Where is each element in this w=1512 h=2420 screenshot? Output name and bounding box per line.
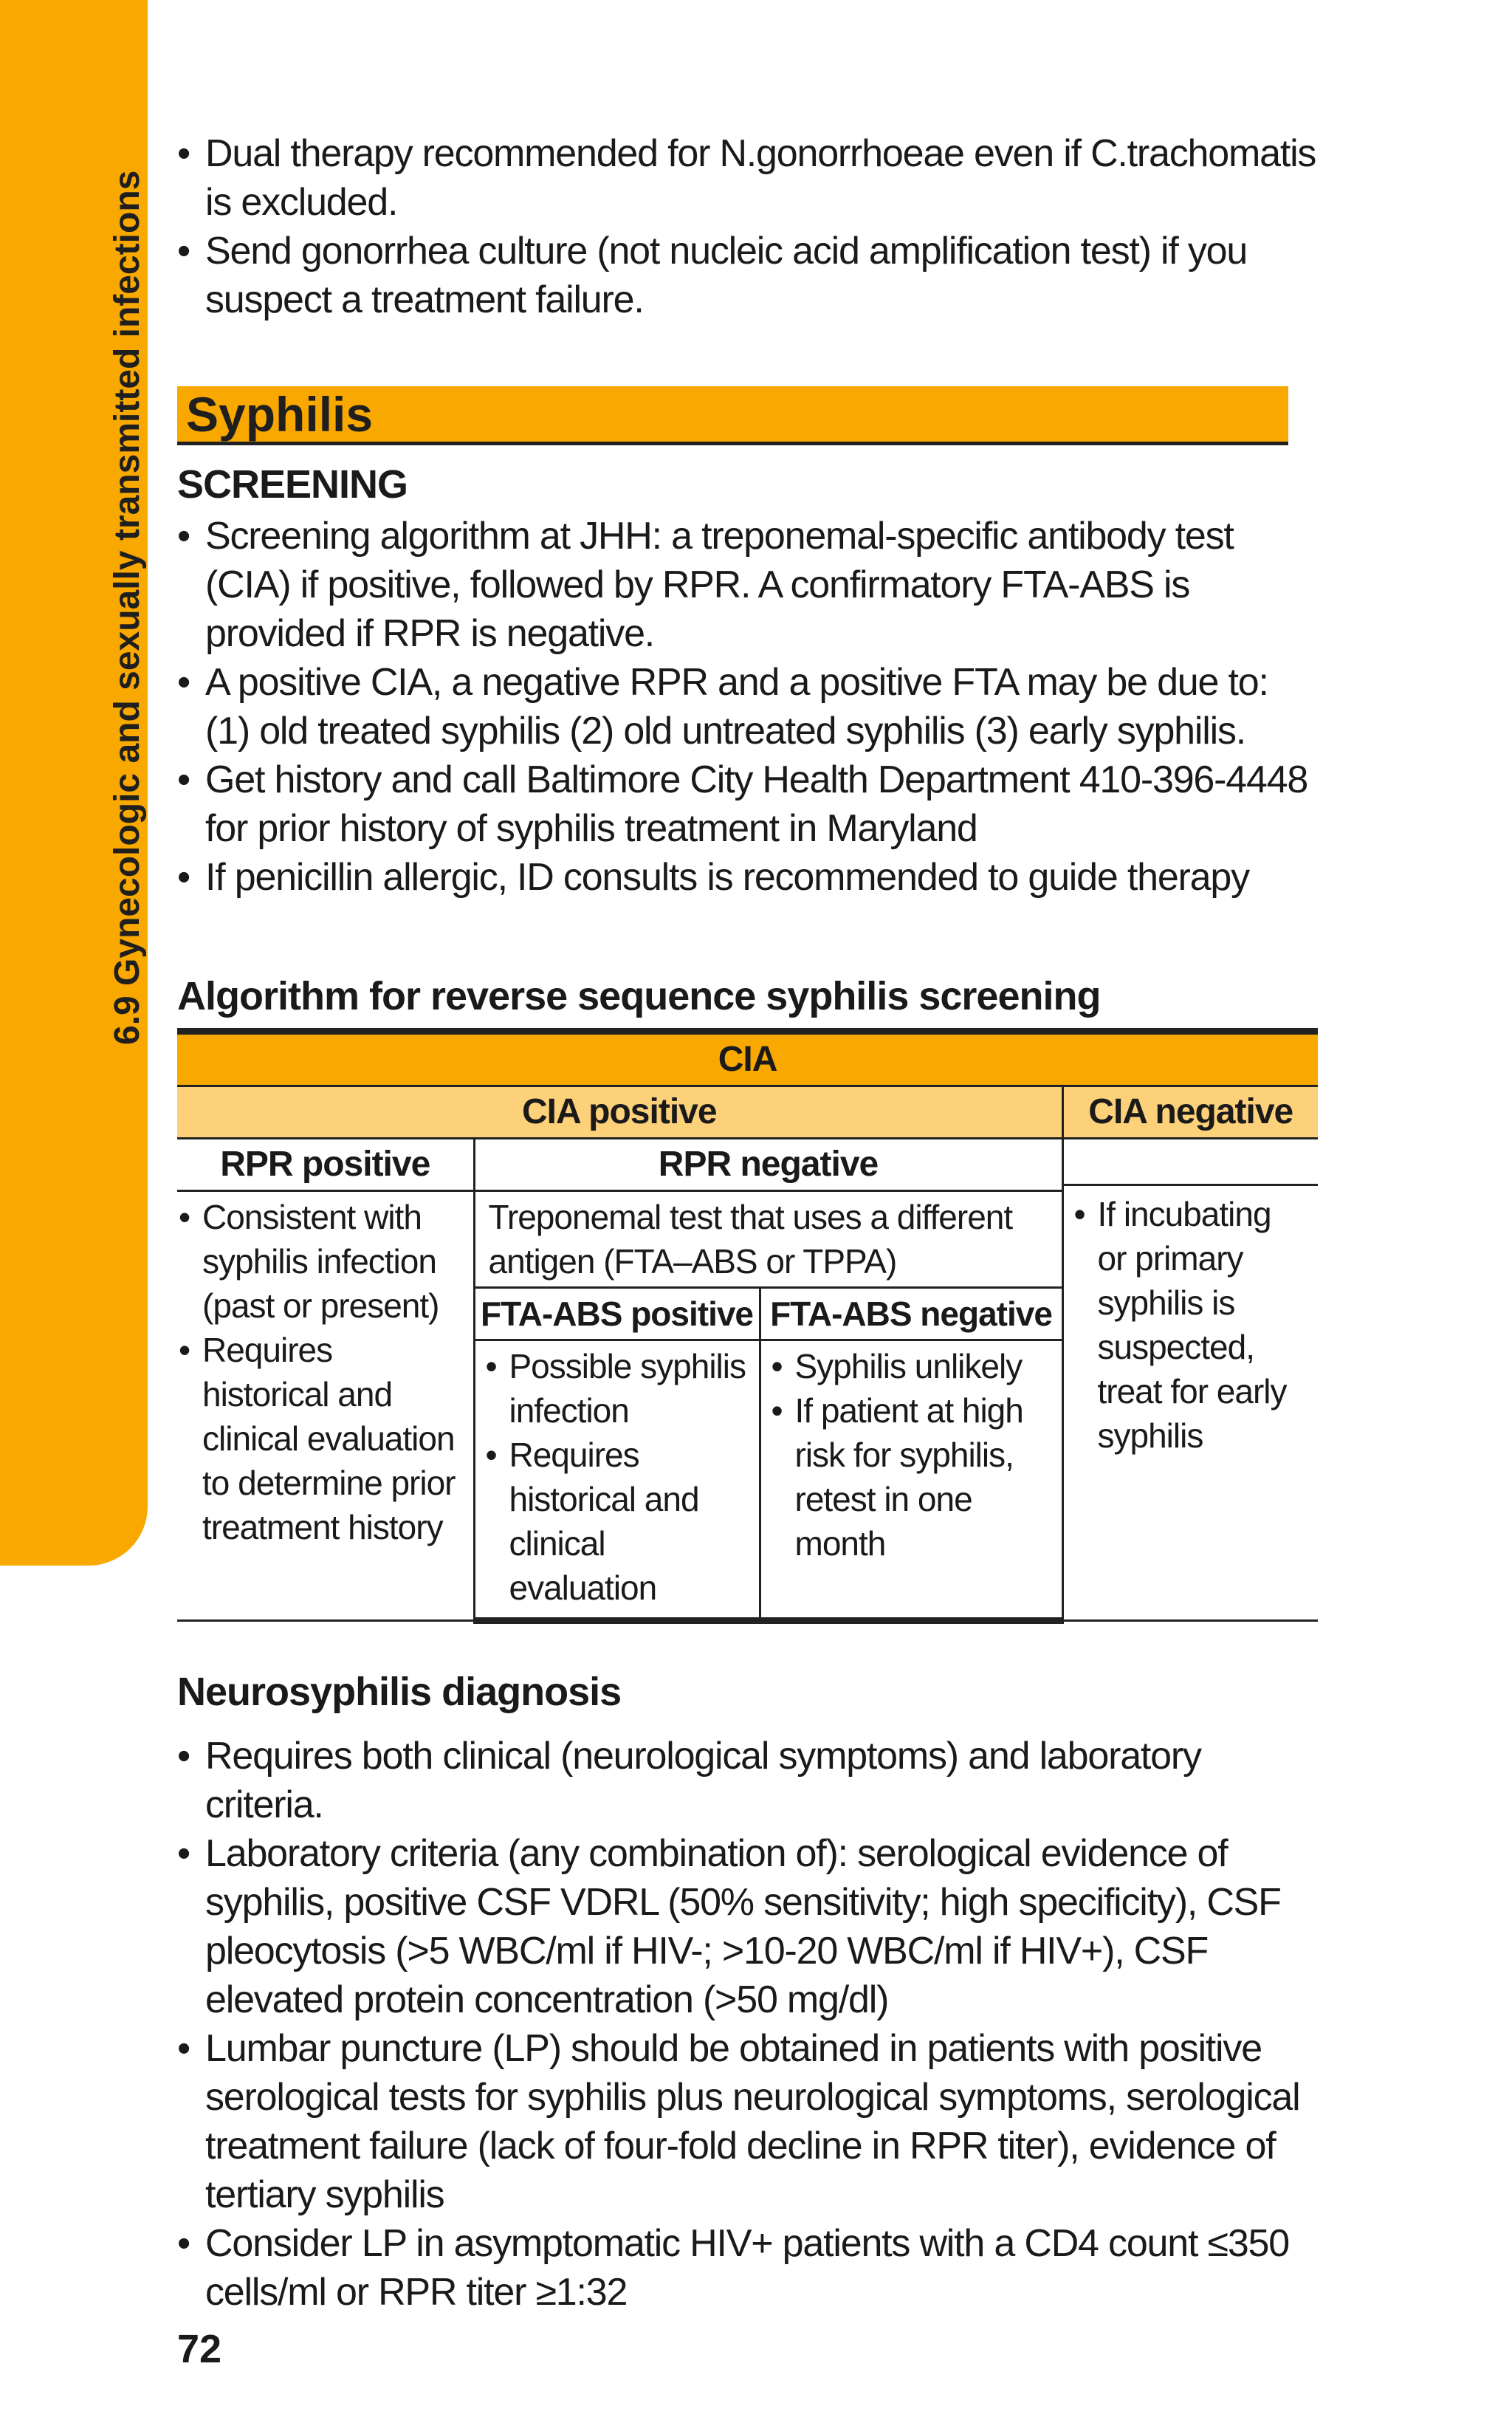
fta-negative-header: FTA-ABS negative xyxy=(761,1289,1062,1341)
list-item: • A positive CIA, a negative RPR and a positive FTA may be due to: (1) old treated syphilis (2) old untreated syphilis (3) early syphilis. xyxy=(177,658,1322,755)
cia-negative-list xyxy=(1074,1192,1305,1458)
fta-negative-cell xyxy=(760,1288,1062,1621)
neurosyphilis-heading: Neurosyphilis diagnosis xyxy=(177,1670,622,1714)
neurosyphilis-list xyxy=(177,1732,1322,2317)
list-item: • Laboratory criteria (any combination of): serological evidence of syphilis, positive CSF VDRL (50% sensitivity; high specificity), CSF pleocytosis (>5 WBC/ml if HIV-; >10-20 WBC/ml if HIV+), CSF elevated protein concentration (>50 mg/dl) xyxy=(177,1829,1322,2024)
list-item: • Lumbar puncture (LP) should be obtained in patients with positive serological tests for syphilis plus neurological symptoms, serological treatment failure (lack of four-fold decline in RPR titer), evidence of tertiary syphilis xyxy=(177,2024,1322,2219)
intro-block xyxy=(177,129,1322,324)
algorithm-title: Algorithm for reverse sequence syphilis screening xyxy=(177,974,1101,1018)
cia-negative-header: CIA negative xyxy=(1062,1086,1318,1139)
list-item: • Possible syphilis infection xyxy=(486,1344,749,1433)
list-item: • Send gonorrhea culture (not nucleic acid amplification test) if you suspect a treatment failure. xyxy=(177,227,1322,324)
section-title: Syphilis xyxy=(186,387,374,442)
intro-list xyxy=(177,129,1322,324)
list-item: • Consider LP in asymptomatic HIV+ patients with a CD4 count ≤350 cells/ml or RPR titer ≥1:32 xyxy=(177,2219,1322,2317)
cia-positive-header: CIA positive xyxy=(177,1086,1062,1139)
list-item: • Dual therapy recommended for N.gonorrhoeae even if C.trachomatis is excluded. xyxy=(177,129,1322,227)
treponemal-test-cell: Treponemal test that uses a different antigen (FTA–ABS or TPPA) xyxy=(474,1191,1062,1288)
section-header-bar xyxy=(177,386,1288,445)
fta-negative-list xyxy=(761,1341,1062,1573)
page-number: 72 xyxy=(177,2327,222,2371)
rpr-positive-cell xyxy=(177,1191,474,1621)
rpr-positive-list xyxy=(179,1195,460,1549)
list-item: • Requires historical and clinical evaluation to determine prior treatment history xyxy=(179,1328,460,1549)
list-item: • If incubating or primary syphilis is suspected, treat for early syphilis xyxy=(1074,1192,1305,1458)
list-item: • Screening algorithm at JHH: a treponemal-specific antibody test (CIA) if positive, followed by RPR. A confirmatory FTA-ABS is provided if RPR is negative. xyxy=(177,512,1322,658)
fta-positive-cell xyxy=(474,1288,760,1621)
screening-block xyxy=(177,512,1322,902)
chapter-tab-label: 6.9 Gynecologic and sexually transmitted infections xyxy=(108,170,147,1045)
algorithm-table-wrap xyxy=(177,1028,1318,1624)
list-item: • Requires historical and clinical evaluation xyxy=(486,1433,749,1610)
screening-list xyxy=(177,512,1322,902)
list-item: • Syphilis unlikely xyxy=(772,1344,1051,1388)
list-item: • If patient at high risk for syphilis, retest in one month xyxy=(772,1388,1051,1566)
list-item: • Consistent with syphilis infection (past or present) xyxy=(179,1195,460,1328)
list-item: • Requires both clinical (neurological symptoms) and laboratory criteria. xyxy=(177,1732,1322,1829)
fta-positive-header: FTA-ABS positive xyxy=(475,1289,759,1341)
rpr-positive-header: RPR positive xyxy=(177,1139,474,1191)
rpr-negative-header: RPR negative xyxy=(474,1139,1062,1191)
chapter-tab xyxy=(0,0,148,1566)
algorithm-table xyxy=(177,1028,1318,1624)
list-item: • If penicillin allergic, ID consults is recommended to guide therapy xyxy=(177,853,1322,902)
list-item: • Get history and call Baltimore City Health Department 410-396-4448 for prior history of syphilis treatment in Maryland xyxy=(177,755,1322,853)
fta-positive-list xyxy=(475,1341,759,1617)
screening-heading: SCREENING xyxy=(177,462,408,507)
cia-negative-cell xyxy=(1062,1139,1318,1621)
neurosyphilis-block xyxy=(177,1732,1322,2317)
cia-header: CIA xyxy=(177,1032,1318,1086)
